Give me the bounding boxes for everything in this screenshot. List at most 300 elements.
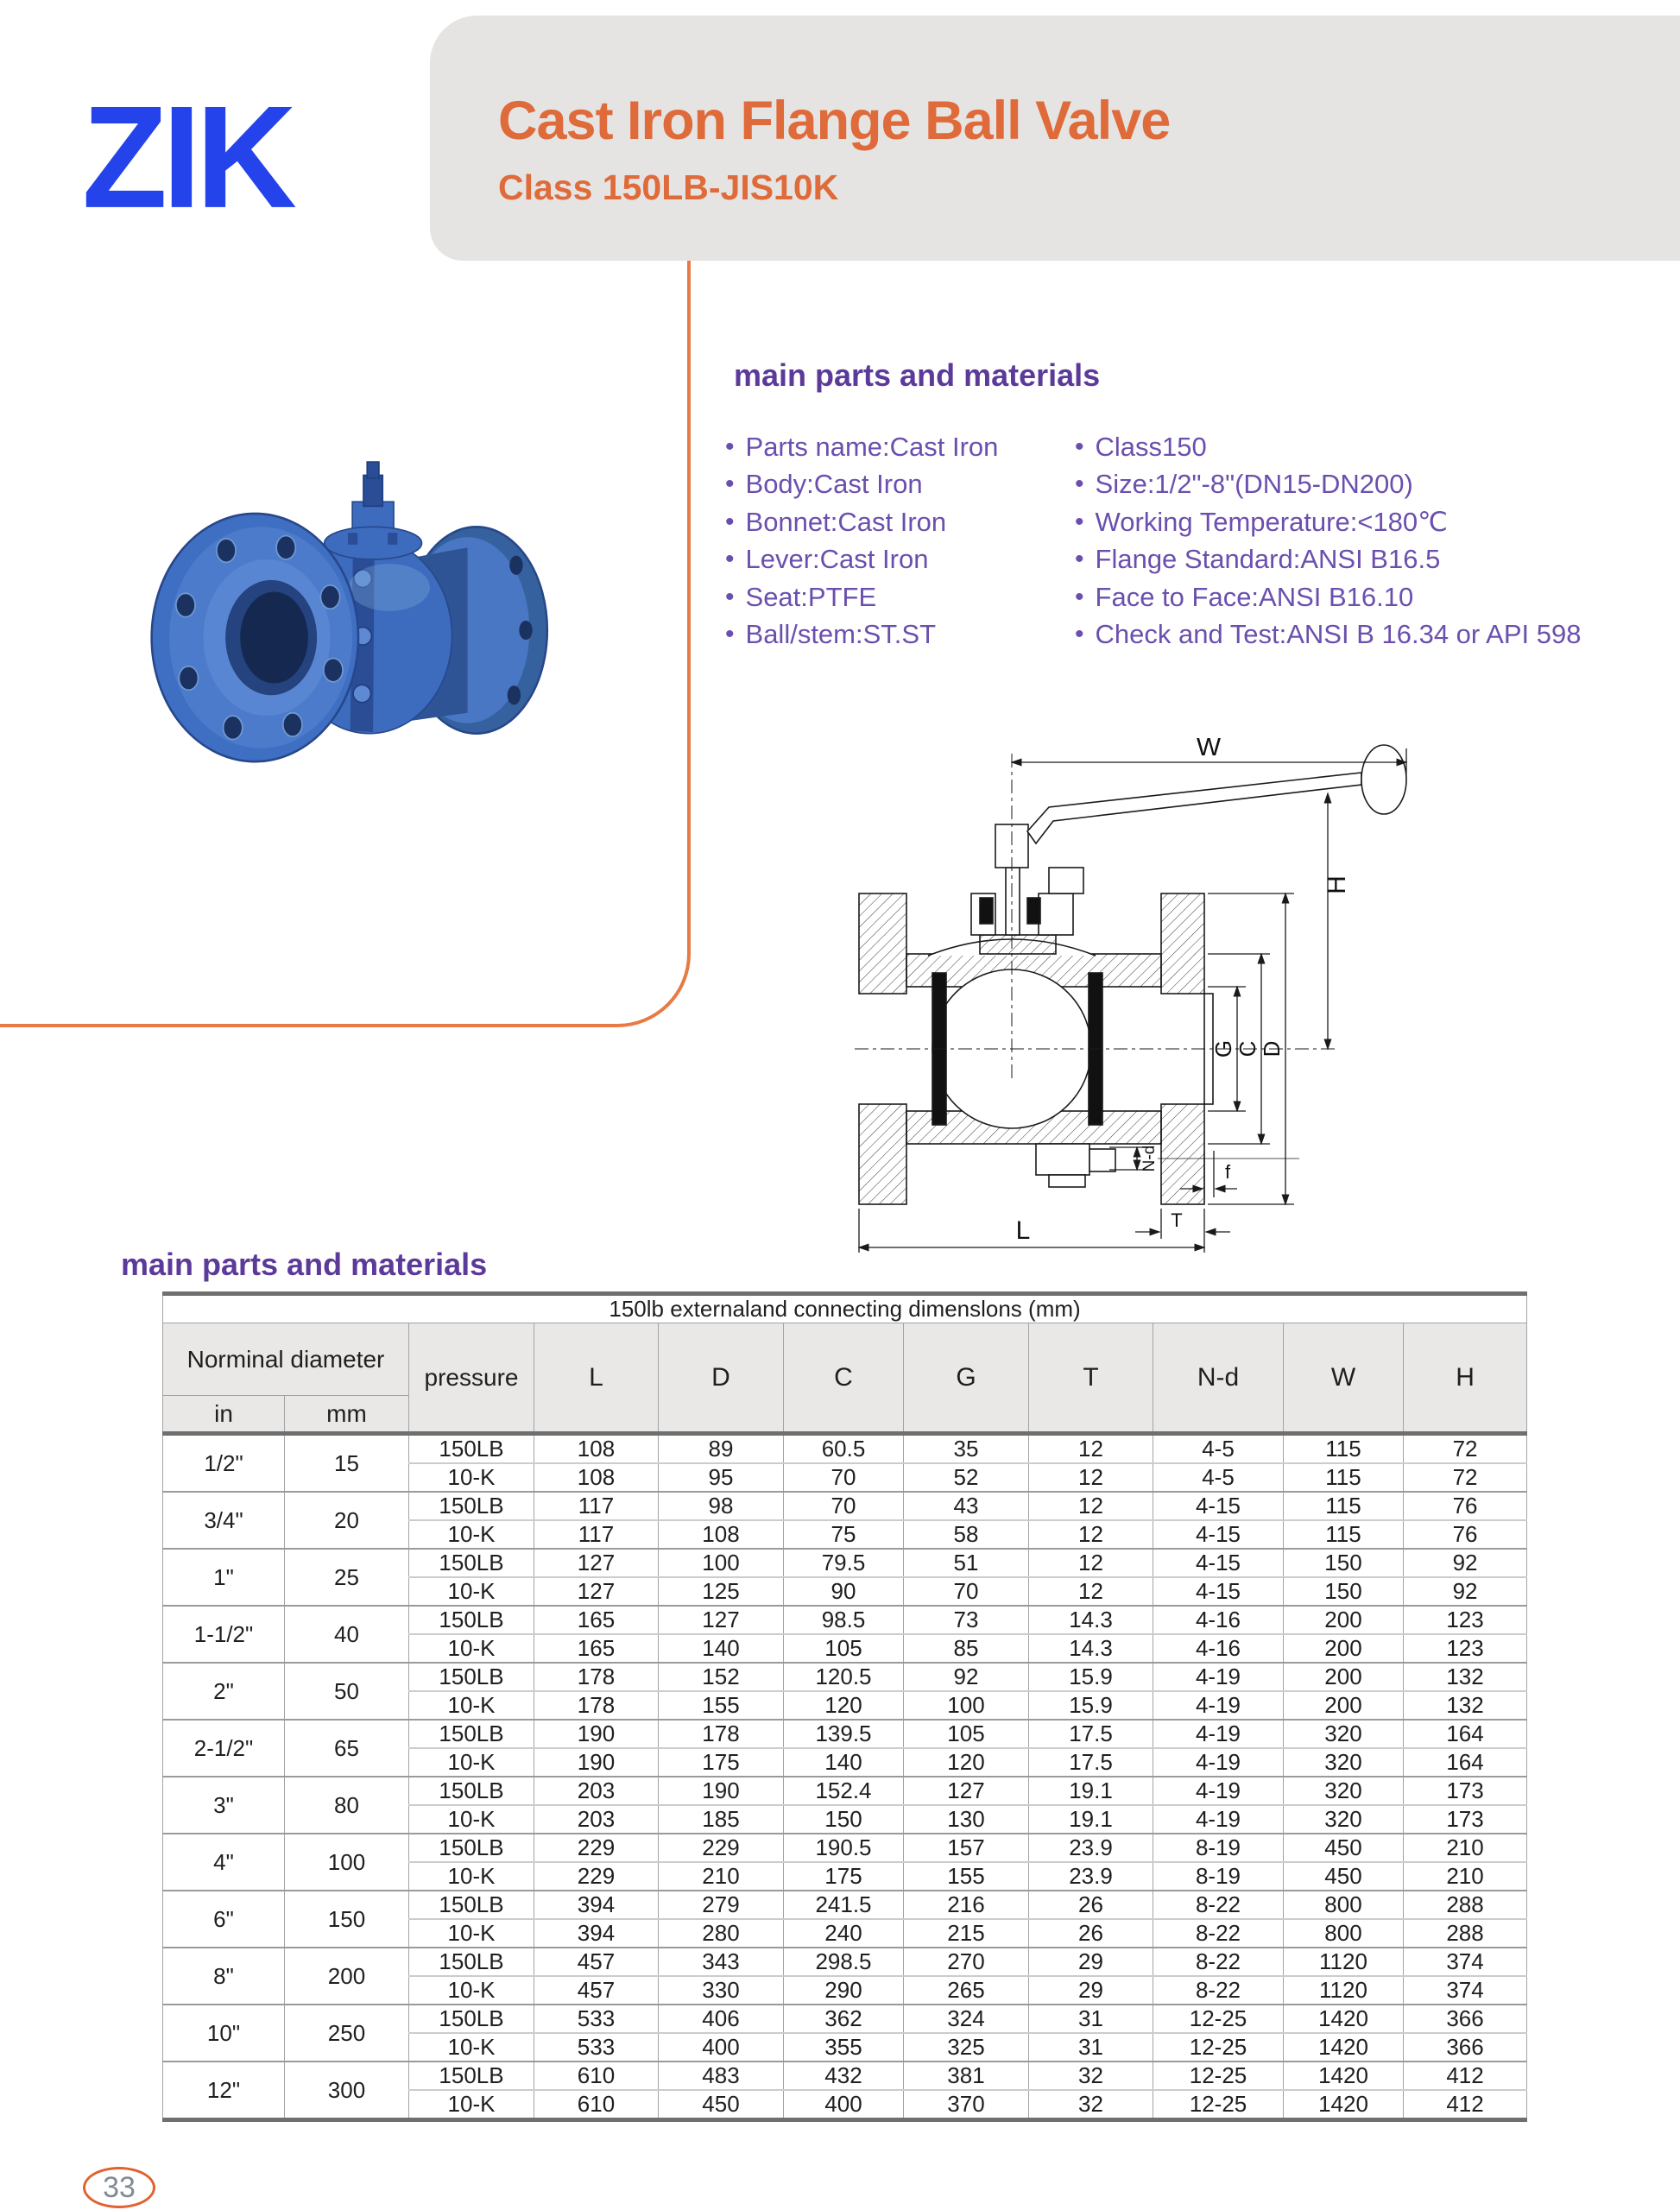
table-caption: 150lb externaland connecting dimenslons (mm)	[163, 1294, 1527, 1323]
value-cell: 132	[1404, 1691, 1527, 1720]
pressure-cell: 10-K	[409, 1691, 534, 1720]
valve-bonnet	[325, 462, 422, 559]
value-cell: 1420	[1284, 2062, 1404, 2090]
value-cell: 79.5	[784, 1549, 904, 1577]
value-cell: 4-19	[1153, 1777, 1284, 1805]
technical-drawing	[850, 738, 1463, 1256]
value-cell: 229	[659, 1834, 784, 1862]
value-cell: 270	[904, 1948, 1029, 1976]
pressure-cell: 150LB	[409, 2005, 534, 2033]
dimensions-table	[162, 1291, 1527, 2122]
value-cell: 105	[784, 1634, 904, 1663]
value-cell: 12	[1029, 1520, 1153, 1549]
value-cell: 229	[534, 1862, 659, 1891]
nominal-in-cell: 1/2"	[163, 1434, 285, 1493]
list-item-label: Body:Cast Iron	[745, 469, 923, 500]
list-item-label: Parts name:Cast Iron	[745, 431, 999, 462]
list-item-label: Face to Face:ANSI B16.10	[1095, 581, 1414, 612]
value-cell: 132	[1404, 1663, 1527, 1691]
dim-label-d: D	[1259, 1040, 1285, 1058]
value-cell: 210	[1404, 1834, 1527, 1862]
value-cell: 190	[534, 1748, 659, 1777]
value-cell: 85	[904, 1634, 1029, 1663]
dimensions-table-body	[163, 1434, 1527, 2120]
bullet-icon: •	[725, 545, 735, 574]
pressure-cell: 150LB	[409, 1891, 534, 1919]
value-cell: 366	[1404, 2033, 1527, 2062]
col-header-T: T	[1029, 1323, 1153, 1434]
pressure-cell: 150LB	[409, 2062, 534, 2090]
list-item	[1075, 428, 1581, 466]
pressure-cell: 10-K	[409, 2090, 534, 2120]
bullet-icon: •	[1075, 620, 1084, 649]
value-cell: 12	[1029, 1463, 1153, 1492]
value-cell: 190.5	[784, 1834, 904, 1862]
value-cell: 178	[534, 1663, 659, 1691]
nominal-in-cell: 2"	[163, 1663, 285, 1720]
page-title: Cast Iron Flange Ball Valve	[498, 91, 1171, 151]
bullet-icon: •	[725, 470, 735, 499]
list-item	[725, 616, 998, 654]
page-number: 33	[103, 2170, 136, 2204]
value-cell: 8-22	[1153, 1891, 1284, 1919]
value-cell: 90	[784, 1577, 904, 1606]
value-cell: 108	[534, 1463, 659, 1492]
nominal-in-cell: 8"	[163, 1948, 285, 2005]
pressure-cell: 150LB	[409, 1834, 534, 1862]
nominal-in-cell: 3"	[163, 1777, 285, 1834]
pressure-cell: 10-K	[409, 1748, 534, 1777]
table-row	[163, 1777, 1527, 1805]
value-cell: 164	[1404, 1720, 1527, 1748]
value-cell: 12-25	[1153, 2090, 1284, 2120]
table-section-heading: main parts and materials	[121, 1247, 488, 1282]
dim-label-w: W	[1196, 738, 1222, 761]
value-cell: 70	[784, 1463, 904, 1492]
value-cell: 320	[1284, 1748, 1404, 1777]
pressure-cell: 150LB	[409, 1720, 534, 1748]
list-item	[725, 578, 998, 616]
pressure-cell: 10-K	[409, 1976, 534, 2005]
pressure-cell: 10-K	[409, 1577, 534, 1606]
pressure-cell: 150LB	[409, 1606, 534, 1634]
value-cell: 15.9	[1029, 1663, 1153, 1691]
value-cell: 92	[1404, 1549, 1527, 1577]
value-cell: 8-19	[1153, 1834, 1284, 1862]
pressure-cell: 10-K	[409, 1805, 534, 1834]
value-cell: 200	[1284, 1634, 1404, 1663]
value-cell: 381	[904, 2062, 1029, 2090]
value-cell: 72	[1404, 1434, 1527, 1464]
value-cell: 406	[659, 2005, 784, 2033]
value-cell: 117	[534, 1492, 659, 1520]
value-cell: 288	[1404, 1891, 1527, 1919]
value-cell: 139.5	[784, 1720, 904, 1748]
value-cell: 120.5	[784, 1663, 904, 1691]
value-cell: 215	[904, 1919, 1029, 1948]
value-cell: 72	[1404, 1463, 1527, 1492]
col-header-D: D	[659, 1323, 784, 1434]
materials-heading: main parts and materials	[734, 357, 1101, 393]
nominal-in-cell: 12"	[163, 2062, 285, 2120]
value-cell: 152.4	[784, 1777, 904, 1805]
value-cell: 330	[659, 1976, 784, 2005]
bullet-icon: •	[725, 582, 735, 611]
nominal-mm-cell: 150	[285, 1891, 409, 1948]
value-cell: 127	[659, 1606, 784, 1634]
value-cell: 185	[659, 1805, 784, 1834]
value-cell: 120	[904, 1748, 1029, 1777]
value-cell: 450	[659, 2090, 784, 2120]
value-cell: 178	[659, 1720, 784, 1748]
nominal-mm-cell: 200	[285, 1948, 409, 2005]
value-cell: 70	[784, 1492, 904, 1520]
table-row	[163, 1948, 1527, 1976]
brand-logo: ZIK	[82, 76, 292, 239]
value-cell: 52	[904, 1463, 1029, 1492]
bullet-icon: •	[725, 432, 735, 461]
value-cell: 4-15	[1153, 1520, 1284, 1549]
value-cell: 320	[1284, 1777, 1404, 1805]
value-cell: 32	[1029, 2062, 1153, 2090]
value-cell: 241.5	[784, 1891, 904, 1919]
value-cell: 533	[534, 2005, 659, 2033]
value-cell: 157	[904, 1834, 1029, 1862]
value-cell: 12-25	[1153, 2005, 1284, 2033]
page-subtitle: Class 150LB-JIS10K	[498, 167, 839, 207]
value-cell: 31	[1029, 2033, 1153, 2062]
dim-label-l: L	[1015, 1216, 1031, 1245]
nominal-mm-cell: 80	[285, 1777, 409, 1834]
value-cell: 457	[534, 1948, 659, 1976]
value-cell: 288	[1404, 1919, 1527, 1948]
value-cell: 58	[904, 1520, 1029, 1549]
pressure-cell: 150LB	[409, 1777, 534, 1805]
value-cell: 200	[1284, 1691, 1404, 1720]
value-cell: 12-25	[1153, 2033, 1284, 2062]
value-cell: 130	[904, 1805, 1029, 1834]
value-cell: 150	[784, 1805, 904, 1834]
value-cell: 100	[904, 1691, 1029, 1720]
value-cell: 108	[534, 1434, 659, 1464]
value-cell: 394	[534, 1919, 659, 1948]
nominal-in-cell: 1"	[163, 1549, 285, 1606]
value-cell: 355	[784, 2033, 904, 2062]
value-cell: 366	[1404, 2005, 1527, 2033]
value-cell: 4-19	[1153, 1720, 1284, 1748]
value-cell: 8-22	[1153, 1976, 1284, 2005]
table-row	[163, 2005, 1527, 2033]
list-item-label: Flange Standard:ANSI B16.5	[1095, 544, 1441, 575]
value-cell: 4-16	[1153, 1634, 1284, 1663]
bullet-icon: •	[1075, 582, 1084, 611]
value-cell: 4-19	[1153, 1663, 1284, 1691]
value-cell: 76	[1404, 1492, 1527, 1520]
col-header-pressure: pressure	[409, 1323, 534, 1434]
value-cell: 92	[1404, 1577, 1527, 1606]
table-row	[163, 1663, 1527, 1691]
dim-label-nd: N-d	[1140, 1145, 1159, 1172]
value-cell: 29	[1029, 1948, 1153, 1976]
table-row	[163, 1891, 1527, 1919]
value-cell: 12	[1029, 1434, 1153, 1464]
bullet-icon: •	[725, 507, 735, 536]
value-cell: 19.1	[1029, 1805, 1153, 1834]
value-cell: 4-16	[1153, 1606, 1284, 1634]
value-cell: 4-15	[1153, 1577, 1284, 1606]
value-cell: 610	[534, 2062, 659, 2090]
nominal-in-cell: 3/4"	[163, 1492, 285, 1549]
value-cell: 8-19	[1153, 1862, 1284, 1891]
nominal-mm-cell: 65	[285, 1720, 409, 1777]
pressure-cell: 150LB	[409, 1492, 534, 1520]
dim-label-t: T	[1171, 1209, 1183, 1231]
table-caption-row	[163, 1294, 1527, 1323]
value-cell: 173	[1404, 1805, 1527, 1834]
col-header-in: in	[163, 1396, 285, 1434]
value-cell: 8-22	[1153, 1919, 1284, 1948]
value-cell: 12	[1029, 1577, 1153, 1606]
value-cell: 265	[904, 1976, 1029, 2005]
value-cell: 120	[784, 1691, 904, 1720]
value-cell: 8-22	[1153, 1948, 1284, 1976]
value-cell: 115	[1284, 1463, 1404, 1492]
value-cell: 140	[659, 1634, 784, 1663]
value-cell: 127	[534, 1577, 659, 1606]
value-cell: 400	[784, 2090, 904, 2120]
value-cell: 324	[904, 2005, 1029, 2033]
value-cell: 92	[904, 1663, 1029, 1691]
value-cell: 190	[659, 1777, 784, 1805]
valve-left-flange	[152, 514, 358, 761]
value-cell: 4-15	[1153, 1492, 1284, 1520]
nominal-mm-cell: 50	[285, 1663, 409, 1720]
list-item-label: Seat:PTFE	[745, 581, 877, 612]
list-item	[725, 428, 998, 466]
value-cell: 115	[1284, 1520, 1404, 1549]
pressure-cell: 10-K	[409, 1634, 534, 1663]
list-item	[725, 503, 998, 541]
value-cell: 125	[659, 1577, 784, 1606]
table-header-row	[163, 1323, 1527, 1396]
value-cell: 12-25	[1153, 2062, 1284, 2090]
list-item-label: Ball/stem:ST.ST	[745, 619, 937, 650]
value-cell: 51	[904, 1549, 1029, 1577]
value-cell: 108	[659, 1520, 784, 1549]
value-cell: 155	[904, 1862, 1029, 1891]
nominal-mm-cell: 40	[285, 1606, 409, 1663]
value-cell: 1120	[1284, 1976, 1404, 2005]
pressure-cell: 10-K	[409, 1862, 534, 1891]
col-header-L: L	[534, 1323, 659, 1434]
value-cell: 412	[1404, 2062, 1527, 2090]
value-cell: 70	[904, 1577, 1029, 1606]
pressure-cell: 10-K	[409, 1919, 534, 1948]
nominal-mm-cell: 250	[285, 2005, 409, 2062]
value-cell: 412	[1404, 2090, 1527, 2120]
value-cell: 4-19	[1153, 1691, 1284, 1720]
value-cell: 394	[534, 1891, 659, 1919]
value-cell: 17.5	[1029, 1748, 1153, 1777]
list-item	[1075, 466, 1581, 504]
value-cell: 127	[904, 1777, 1029, 1805]
value-cell: 343	[659, 1948, 784, 1976]
col-header-G: G	[904, 1323, 1029, 1434]
value-cell: 374	[1404, 1976, 1527, 2005]
table-row	[163, 1434, 1527, 1464]
value-cell: 200	[1284, 1663, 1404, 1691]
value-cell: 298.5	[784, 1948, 904, 1976]
dim-label-g: G	[1210, 1039, 1236, 1058]
value-cell: 4-15	[1153, 1549, 1284, 1577]
page-number-badge	[83, 2167, 155, 2208]
list-item	[1075, 503, 1581, 541]
value-cell: 23.9	[1029, 1862, 1153, 1891]
value-cell: 117	[534, 1520, 659, 1549]
value-cell: 19.1	[1029, 1777, 1153, 1805]
col-header-C: C	[784, 1323, 904, 1434]
value-cell: 200	[1284, 1606, 1404, 1634]
pressure-cell: 10-K	[409, 2033, 534, 2062]
value-cell: 1120	[1284, 1948, 1404, 1976]
nominal-in-cell: 10"	[163, 2005, 285, 2062]
value-cell: 14.3	[1029, 1606, 1153, 1634]
value-cell: 370	[904, 2090, 1029, 2120]
table-row	[163, 2062, 1527, 2090]
nominal-in-cell: 4"	[163, 1834, 285, 1891]
value-cell: 280	[659, 1919, 784, 1948]
value-cell: 32	[1029, 2090, 1153, 2120]
table-row	[163, 1834, 1527, 1862]
value-cell: 178	[534, 1691, 659, 1720]
list-item-label: Working Temperature:<180℃	[1095, 506, 1448, 537]
value-cell: 23.9	[1029, 1834, 1153, 1862]
list-item-label: Class150	[1095, 431, 1207, 462]
value-cell: 4-19	[1153, 1805, 1284, 1834]
col-header-W: W	[1284, 1323, 1404, 1434]
value-cell: 175	[659, 1748, 784, 1777]
value-cell: 43	[904, 1492, 1029, 1520]
value-cell: 100	[659, 1549, 784, 1577]
dimensions-table-wrap	[162, 1291, 1526, 2122]
list-item	[725, 541, 998, 579]
valve-highlight	[349, 564, 430, 611]
value-cell: 12	[1029, 1492, 1153, 1520]
value-cell: 155	[659, 1691, 784, 1720]
value-cell: 1420	[1284, 2033, 1404, 2062]
value-cell: 15.9	[1029, 1691, 1153, 1720]
value-cell: 190	[534, 1720, 659, 1748]
nominal-mm-cell: 100	[285, 1834, 409, 1891]
value-cell: 165	[534, 1634, 659, 1663]
nominal-mm-cell: 300	[285, 2062, 409, 2120]
value-cell: 29	[1029, 1976, 1153, 2005]
table-row	[163, 1606, 1527, 1634]
value-cell: 115	[1284, 1492, 1404, 1520]
value-cell: 400	[659, 2033, 784, 2062]
nominal-mm-cell: 20	[285, 1492, 409, 1549]
value-cell: 89	[659, 1434, 784, 1464]
nominal-mm-cell: 15	[285, 1434, 409, 1493]
value-cell: 4-19	[1153, 1748, 1284, 1777]
value-cell: 457	[534, 1976, 659, 2005]
value-cell: 123	[1404, 1634, 1527, 1663]
value-cell: 75	[784, 1520, 904, 1549]
value-cell: 26	[1029, 1919, 1153, 1948]
value-cell: 320	[1284, 1720, 1404, 1748]
col-header-N-d: N-d	[1153, 1323, 1284, 1434]
bullet-icon: •	[1075, 545, 1084, 574]
pressure-cell: 150LB	[409, 1549, 534, 1577]
col-header-mm: mm	[285, 1396, 409, 1434]
value-cell: 60.5	[784, 1434, 904, 1464]
value-cell: 173	[1404, 1777, 1527, 1805]
value-cell: 152	[659, 1663, 784, 1691]
list-item-label: Size:1/2"-8"(DN15-DN200)	[1095, 469, 1413, 500]
nominal-mm-cell: 25	[285, 1549, 409, 1606]
value-cell: 432	[784, 2062, 904, 2090]
value-cell: 1420	[1284, 2005, 1404, 2033]
nominal-in-cell: 6"	[163, 1891, 285, 1948]
value-cell: 800	[1284, 1919, 1404, 1948]
list-item-label: Bonnet:Cast Iron	[745, 506, 947, 537]
dim-label-h: H	[1323, 875, 1351, 894]
value-cell: 800	[1284, 1891, 1404, 1919]
value-cell: 216	[904, 1891, 1029, 1919]
bullet-icon: •	[1075, 432, 1084, 461]
bullet-icon: •	[1075, 470, 1084, 499]
value-cell: 210	[659, 1862, 784, 1891]
pressure-cell: 10-K	[409, 1520, 534, 1549]
value-cell: 4-5	[1153, 1434, 1284, 1464]
value-cell: 140	[784, 1748, 904, 1777]
value-cell: 76	[1404, 1520, 1527, 1549]
value-cell: 320	[1284, 1805, 1404, 1834]
value-cell: 150	[1284, 1549, 1404, 1577]
value-cell: 73	[904, 1606, 1029, 1634]
value-cell: 203	[534, 1777, 659, 1805]
materials-list-right	[1075, 428, 1581, 654]
table-row	[163, 1720, 1527, 1748]
value-cell: 98.5	[784, 1606, 904, 1634]
value-cell: 610	[534, 2090, 659, 2120]
value-cell: 175	[784, 1862, 904, 1891]
value-cell: 450	[1284, 1862, 1404, 1891]
table-row	[163, 1492, 1527, 1520]
value-cell: 12	[1029, 1549, 1153, 1577]
value-cell: 4-5	[1153, 1463, 1284, 1492]
value-cell: 1420	[1284, 2090, 1404, 2120]
value-cell: 115	[1284, 1434, 1404, 1464]
list-item	[725, 466, 998, 504]
value-cell: 105	[904, 1720, 1029, 1748]
pressure-cell: 150LB	[409, 1663, 534, 1691]
value-cell: 98	[659, 1492, 784, 1520]
value-cell: 164	[1404, 1748, 1527, 1777]
list-item-label: Check and Test:ANSI B 16.34 or API 598	[1095, 619, 1582, 650]
value-cell: 325	[904, 2033, 1029, 2062]
col-header-H: H	[1404, 1323, 1527, 1434]
pressure-cell: 150LB	[409, 1434, 534, 1464]
value-cell: 95	[659, 1463, 784, 1492]
value-cell: 279	[659, 1891, 784, 1919]
value-cell: 31	[1029, 2005, 1153, 2033]
nominal-in-cell: 2-1/2"	[163, 1720, 285, 1777]
value-cell: 533	[534, 2033, 659, 2062]
list-item-label: Lever:Cast Iron	[745, 544, 929, 575]
table-row	[163, 1549, 1527, 1577]
dim-label-f: f	[1224, 1161, 1231, 1183]
